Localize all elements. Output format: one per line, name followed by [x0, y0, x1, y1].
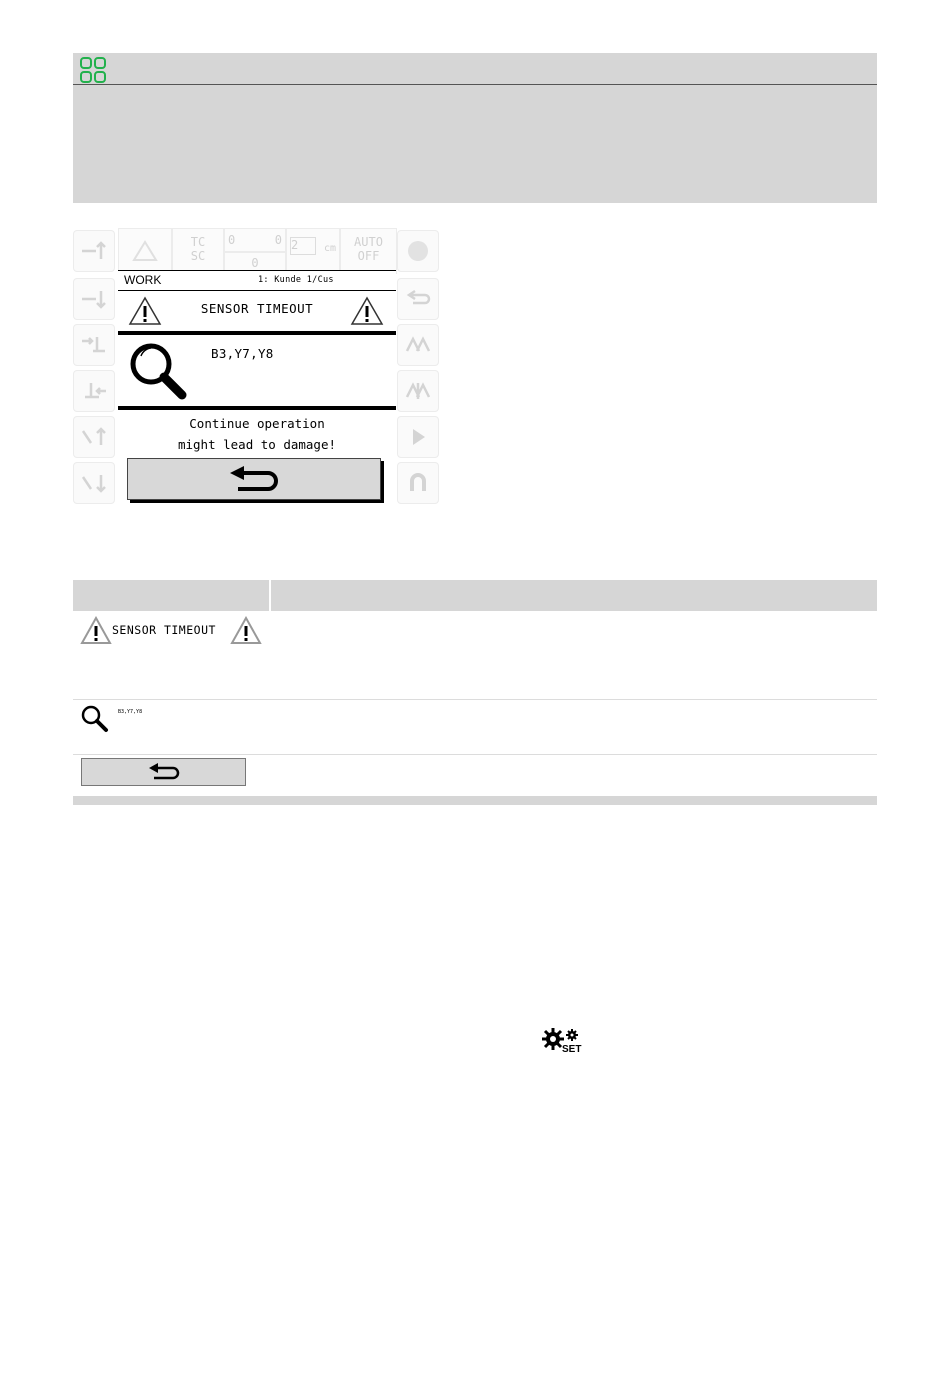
- spread-button[interactable]: [397, 324, 439, 366]
- mode-label: WORK: [124, 273, 162, 287]
- tc-label: TC: [190, 235, 206, 249]
- counter-top-cell: [224, 228, 286, 252]
- fold-in-button[interactable]: [73, 324, 115, 366]
- grid-apps-icon: [79, 56, 107, 84]
- table-footer: [73, 796, 877, 805]
- magnifier-icon: [80, 704, 110, 734]
- magnet-button[interactable]: [397, 462, 439, 504]
- dialog-divider: [118, 406, 396, 410]
- counter-top: 0: [228, 233, 236, 247]
- dialog-title: SENSOR TIMEOUT: [200, 301, 314, 316]
- return-arrow-icon: [403, 287, 433, 311]
- off-label: OFF: [357, 249, 380, 263]
- dialog-divider: [118, 290, 396, 291]
- table-row-symbol-text: SENSOR TIMEOUT: [112, 623, 216, 637]
- raise-front-icon: [79, 239, 109, 263]
- table-row-sensor-text: B3,Y7,Y8: [118, 709, 143, 715]
- play-icon: [403, 425, 433, 449]
- return-arrow-icon: [228, 464, 280, 494]
- auto-off-cell[interactable]: [340, 228, 397, 274]
- globe-button[interactable]: [397, 230, 439, 272]
- raise-rear-button[interactable]: [73, 416, 115, 458]
- warning-triangle-icon: [230, 616, 262, 645]
- svg-text:SET: SET: [562, 1044, 582, 1053]
- tc-sc-cell[interactable]: [172, 228, 224, 274]
- fold-out-button[interactable]: [73, 370, 115, 412]
- auto-label: AUTO: [354, 235, 383, 249]
- table-header-description: [271, 580, 877, 611]
- counter-top-right: 0: [274, 233, 282, 247]
- warning-status-cell: [118, 228, 172, 274]
- warning-faded-icon: [130, 239, 160, 263]
- globe-icon: [403, 239, 433, 263]
- spin-cell[interactable]: [286, 228, 340, 274]
- header-body: [73, 85, 877, 203]
- spread-both-icon: [403, 379, 433, 403]
- warning-message-line2: might lead to damage!: [177, 437, 337, 452]
- fold-out-icon: [79, 379, 109, 403]
- row-divider: [73, 754, 877, 755]
- lower-front-button[interactable]: [73, 278, 115, 320]
- return-button-symbol: [81, 758, 246, 786]
- return-button[interactable]: [127, 458, 381, 500]
- magnifier-icon: [127, 340, 189, 402]
- return-arrow-icon: [147, 762, 181, 782]
- dialog-divider: [118, 270, 396, 271]
- warning-message-line1: Continue operation: [189, 416, 325, 431]
- play-button[interactable]: [397, 416, 439, 458]
- table-header-symbol: [73, 580, 269, 611]
- row-divider: [73, 699, 877, 700]
- user-label: 1: Kunde 1/Cus: [258, 275, 334, 285]
- magnet-icon: [403, 471, 433, 495]
- spin-unit: cm: [323, 243, 336, 254]
- settings-set-icon: [542, 1027, 582, 1053]
- spread-icon: [403, 333, 433, 357]
- counter-bottom: 0: [251, 256, 259, 270]
- sc-label: SC: [190, 249, 206, 263]
- lower-rear-icon: [79, 471, 109, 495]
- header-bar: [73, 53, 877, 85]
- return-button[interactable]: [397, 278, 439, 320]
- warning-triangle-icon: [350, 296, 384, 326]
- warning-triangle-icon: [80, 616, 112, 645]
- sensor-timeout-dialog: [118, 270, 396, 508]
- lower-front-icon: [79, 287, 109, 311]
- lower-rear-button[interactable]: [73, 462, 115, 504]
- raise-front-button[interactable]: [73, 230, 115, 272]
- raise-rear-icon: [79, 425, 109, 449]
- dialog-divider: [118, 331, 396, 335]
- spin-value: 2: [290, 237, 316, 255]
- sensor-list: B3,Y7,Y8: [211, 346, 274, 361]
- spread-both-button[interactable]: [397, 370, 439, 412]
- fold-in-icon: [79, 333, 109, 357]
- terminal-screenshot: [73, 228, 441, 508]
